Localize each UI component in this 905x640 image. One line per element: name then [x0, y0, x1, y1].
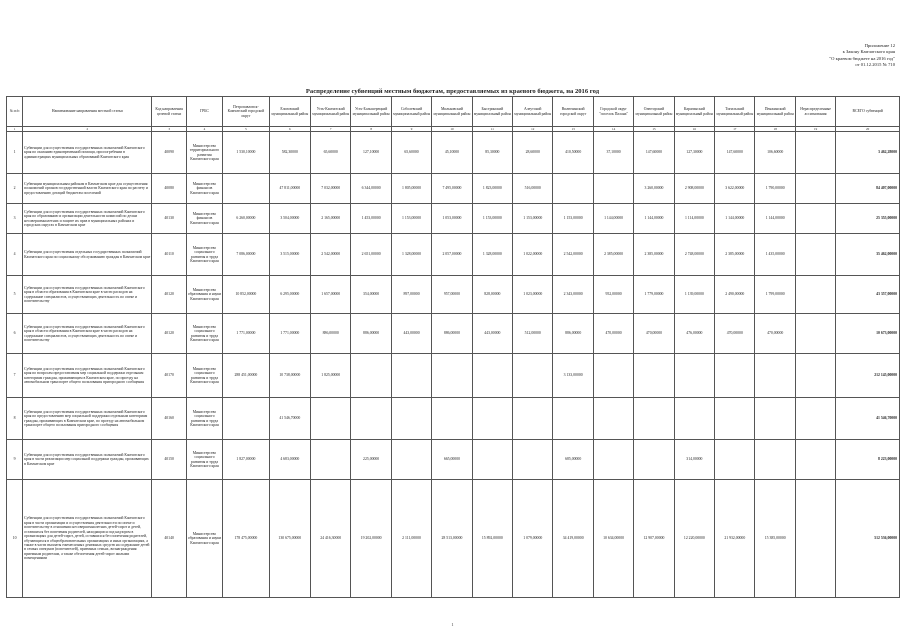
value-cell: 127,30000	[674, 132, 714, 174]
value-cell: 15 385,00000	[755, 480, 795, 598]
column-number: 15	[634, 127, 674, 132]
value-cell: 147,60000	[634, 132, 674, 174]
column-number: 14	[593, 127, 633, 132]
value-cell	[755, 440, 795, 480]
value-cell	[432, 354, 472, 398]
value-cell: 3 515,00000	[269, 234, 310, 276]
column-header: Мильковский муниципальный район	[432, 97, 472, 127]
value-cell	[795, 354, 835, 398]
table-row	[7, 440, 900, 480]
value-cell	[351, 354, 391, 398]
row-total: 212 145,00000	[836, 354, 900, 398]
value-cell: 34 419,00000	[553, 480, 593, 598]
value-cell	[755, 354, 795, 398]
value-cell: 1 153,00000	[472, 204, 512, 234]
value-cell	[472, 354, 512, 398]
value-cell	[715, 440, 755, 480]
value-cell: 147,60000	[715, 132, 755, 174]
value-cell: 7 032,00000	[311, 174, 351, 204]
value-cell: 1 144,00000	[755, 204, 795, 234]
appendix-line: Приложение 12	[864, 43, 895, 48]
value-cell: 1 799,00000	[755, 276, 795, 314]
value-cell: 2 748,00000	[674, 234, 714, 276]
column-header: ВСЕГО субвенций	[836, 97, 900, 127]
row-description: Субвенции для осуществления государственных полномочий Камчатского края по предоставлению мер социальной поддержки отдельным категориям граждан, проживающих в Камчатском крае, по проезду на автомобильном транспорте общего пользования пригородного сообщения	[23, 398, 152, 440]
column-number: 8	[351, 127, 391, 132]
row-grbs: Министерство образования и науки Камчатского края	[186, 480, 222, 598]
value-cell: 470,00000	[634, 314, 674, 354]
column-header: Карагинский муниципальный район	[674, 97, 714, 127]
value-cell: 41 546,70000	[269, 398, 310, 440]
value-cell: 65,60000	[311, 132, 351, 174]
column-number: 17	[715, 127, 755, 132]
column-header: Наименование направления местной статьи	[23, 97, 152, 127]
value-cell: 886,00000	[553, 314, 593, 354]
value-cell: 582,30000	[269, 132, 310, 174]
value-cell: 2 343,00000	[553, 276, 593, 314]
row-number: 1	[7, 132, 23, 174]
row-total: 43 357,00000	[836, 276, 900, 314]
value-cell: 952,00000	[593, 276, 633, 314]
value-cell: 443,00000	[472, 314, 512, 354]
value-cell: 7 086,00000	[223, 234, 269, 276]
row-grbs: Министерство социального развития и труда Камчатского края	[186, 440, 222, 480]
document-title: Распределение субвенций местным бюджетам, предоставляемых из краевого бюджета, на 2016 год	[305, 88, 600, 95]
value-cell: 2 542,00000	[311, 234, 351, 276]
row-grbs: Министерство финансов Камчатского края	[186, 174, 222, 204]
value-cell: 1 530,10000	[223, 132, 269, 174]
column-header: Городской округ "поселок Палана"	[593, 97, 633, 127]
value-cell: 65,60000	[391, 132, 431, 174]
value-cell: 314,00000	[674, 440, 714, 480]
table-row	[7, 234, 900, 276]
value-cell: 28 513,00000	[432, 480, 472, 598]
value-cell	[391, 440, 431, 480]
value-cell: 1 153,00000	[553, 204, 593, 234]
row-code: 40120	[152, 276, 186, 314]
value-cell: 354,00000	[351, 276, 391, 314]
value-cell	[593, 398, 633, 440]
value-cell	[391, 398, 431, 440]
value-cell: 37,10000	[593, 132, 633, 174]
value-cell: 685,00000	[553, 440, 593, 480]
row-code: 40110	[152, 234, 186, 276]
row-number: 9	[7, 440, 23, 480]
value-cell: 957,00000	[432, 276, 472, 314]
value-cell: 1 435,00000	[755, 234, 795, 276]
value-cell	[795, 174, 835, 204]
value-cell: 1 827,00000	[223, 440, 269, 480]
value-cell: 897,00000	[391, 276, 431, 314]
row-number: 4	[7, 234, 23, 276]
value-cell: 1 779,00000	[634, 276, 674, 314]
column-header: Быстринский муниципальный район	[472, 97, 512, 127]
value-cell	[795, 132, 835, 174]
header-row	[7, 97, 900, 127]
column-number: 9	[391, 127, 431, 132]
column-header: Петропавловск-Камчатский городской округ	[223, 97, 269, 127]
column-header: Усть-Большерецкий муниципальный район	[351, 97, 391, 127]
page-number: 1	[451, 622, 454, 627]
value-cell	[513, 354, 553, 398]
value-cell: 1 328,00000	[391, 234, 431, 276]
value-cell: 1 144,00000	[593, 204, 633, 234]
row-description: Субвенции для осуществления государственных полномочий Камчатского края по образованию и организации деятельности комиссий по делам несовершеннолетних и защите их прав в муниципальных районах и городских округах в Камчатском крае	[23, 204, 152, 234]
column-number: 11	[472, 127, 512, 132]
value-cell: 2 385,00000	[715, 234, 755, 276]
value-cell: 470,00000	[593, 314, 633, 354]
column-header: Соболевский муниципальный район	[391, 97, 431, 127]
value-cell: 1 657,00000	[311, 276, 351, 314]
value-cell: 1 771,00000	[223, 314, 269, 354]
value-cell	[795, 234, 835, 276]
value-cell: 828,00000	[472, 276, 512, 314]
table-row	[7, 314, 900, 354]
value-cell: 1 144,00000	[634, 204, 674, 234]
value-cell	[593, 440, 633, 480]
value-cell: 2 651,00000	[351, 234, 391, 276]
row-description: Субвенции для осуществления государственных полномочий Камчатского края по вопросам предоставления мер социальной поддержки отдельным категориям граждан, проживающим в Камчатском крае, по проезду на автомобильном транспорте общего пользования пригородного сообщения	[23, 354, 152, 398]
value-cell	[593, 174, 633, 204]
value-cell	[223, 398, 269, 440]
value-cell	[634, 354, 674, 398]
row-description: Субвенции для осуществления государственных полномочий Камчатского края в области образования в Камчатском крае в части расходов на содержание специалистов, осуществляющих деятельность по опеке и попечительству	[23, 276, 152, 314]
column-number: 1	[7, 127, 23, 132]
value-cell: 21 932,00000	[715, 480, 755, 598]
value-cell: 3 133,00000	[553, 354, 593, 398]
column-number: 5	[223, 127, 269, 132]
value-cell: 6 260,00000	[223, 204, 269, 234]
appendix-line: "О краевом бюджете на 2016 год"	[829, 55, 895, 61]
value-cell	[795, 480, 835, 598]
column-number: 4	[186, 127, 222, 132]
value-cell: 1 053,00000	[432, 204, 472, 234]
column-number: 20	[836, 127, 900, 132]
value-cell: 2 165,00000	[311, 204, 351, 234]
column-number: 16	[674, 127, 714, 132]
column-number: 3	[152, 127, 186, 132]
value-cell: 1 771,00000	[269, 314, 310, 354]
row-code: 40120	[152, 314, 186, 354]
value-cell: 225,00000	[351, 440, 391, 480]
value-cell: 47 811,00000	[269, 174, 310, 204]
value-cell: 886,00000	[311, 314, 351, 354]
value-cell: 2 385,00000	[634, 234, 674, 276]
row-number: 10	[7, 480, 23, 598]
value-cell: 106,60000	[755, 132, 795, 174]
column-number: 19	[795, 127, 835, 132]
column-header: Усть-Камчатский муниципальный район	[311, 97, 351, 127]
column-number: 7	[311, 127, 351, 132]
value-cell	[795, 276, 835, 314]
value-cell	[311, 440, 351, 480]
value-cell	[223, 174, 269, 204]
value-cell	[553, 174, 593, 204]
row-code: 40170	[152, 354, 186, 398]
column-header: Тигильский муниципальный район	[715, 97, 755, 127]
value-cell	[795, 314, 835, 354]
value-cell	[553, 398, 593, 440]
column-header: ГРБС	[186, 97, 222, 127]
value-cell: 1 153,00000	[391, 204, 431, 234]
value-cell: 1 805,00000	[391, 174, 431, 204]
table-row	[7, 276, 900, 314]
column-header: Олюторский муниципальный район	[634, 97, 674, 127]
row-total: 25 355,00000	[836, 204, 900, 234]
value-cell	[391, 354, 431, 398]
value-cell	[432, 398, 472, 440]
value-cell: 516,00000	[513, 174, 553, 204]
appendix-block	[829, 43, 895, 69]
value-cell: 3 622,00000	[715, 174, 755, 204]
row-code: 40160	[152, 398, 186, 440]
value-cell: 19 202,00000	[351, 480, 391, 598]
row-grbs: Министерство территориального развития Камчатского края	[186, 132, 222, 174]
value-cell: 12 220,00000	[674, 480, 714, 598]
column-header: № п/п	[7, 97, 23, 127]
value-cell: 1 079,00000	[513, 480, 553, 598]
value-cell: 288 451,00000	[223, 354, 269, 398]
value-cell: 2 385,00000	[593, 234, 633, 276]
value-cell: 2 490,00000	[715, 276, 755, 314]
value-cell: 1 139,00000	[674, 276, 714, 314]
value-cell: 443,00000	[391, 314, 431, 354]
value-cell: 1 023,00000	[513, 276, 553, 314]
value-cell: 45,10000	[432, 132, 472, 174]
value-cell	[351, 398, 391, 440]
column-header: Пенжинский муниципальный район	[755, 97, 795, 127]
column-number: 12	[513, 127, 553, 132]
value-cell: 1 790,00000	[755, 174, 795, 204]
value-cell	[674, 354, 714, 398]
row-number: 6	[7, 314, 23, 354]
column-header: Алеутский муниципальный район	[513, 97, 553, 127]
value-cell: 7 495,00000	[432, 174, 472, 204]
value-cell	[513, 398, 553, 440]
column-number: 6	[269, 127, 310, 132]
value-cell: 1 453,00000	[351, 204, 391, 234]
row-total: 3 462,28000	[836, 132, 900, 174]
value-cell	[472, 398, 512, 440]
value-cell: 24 416,30000	[311, 480, 351, 598]
value-cell: 476,00000	[674, 314, 714, 354]
value-cell: 410,50000	[553, 132, 593, 174]
value-cell: 10 738,00000	[269, 354, 310, 398]
value-cell: 470,00000	[755, 314, 795, 354]
value-cell	[472, 440, 512, 480]
row-description: Субвенции для осуществления государственных полномочий Камчатского края в части реализации мер социальной поддержки граждан, проживающих в Камчатском крае	[23, 440, 152, 480]
value-cell: 2 542,00000	[553, 234, 593, 276]
column-number: 2	[23, 127, 152, 132]
value-cell: 886,00000	[432, 314, 472, 354]
value-cell: 2 908,00000	[674, 174, 714, 204]
value-cell: 1 825,00000	[311, 354, 351, 398]
value-cell	[715, 354, 755, 398]
value-cell: 665,00000	[432, 440, 472, 480]
table-row	[7, 354, 900, 398]
value-cell: 85,30000	[472, 132, 512, 174]
value-cell	[513, 440, 553, 480]
value-cell: 1 022,00000	[513, 234, 553, 276]
value-cell: 1 144,00000	[715, 204, 755, 234]
column-header: Нераспределенные ассигнования	[795, 97, 835, 127]
value-cell	[795, 398, 835, 440]
value-cell: 1 823,00000	[472, 174, 512, 204]
table-row	[7, 480, 900, 598]
value-cell: 130 675,00000	[269, 480, 310, 598]
table-row	[7, 174, 900, 204]
value-cell	[715, 398, 755, 440]
column-header: Вилючинский городской округ	[553, 97, 593, 127]
value-cell	[795, 204, 835, 234]
table-row	[7, 132, 900, 174]
value-cell: 470,00000	[715, 314, 755, 354]
row-total: 84 407,00000	[836, 174, 900, 204]
column-number: 10	[432, 127, 472, 132]
row-total: 41 546,70000	[836, 398, 900, 440]
row-description: Субвенции для осуществления государственных полномочий Камчатского края в области образования в Камчатском крае в части расходов на содержание специалистов, осуществляющих деятельность по опеке и попечительству	[23, 314, 152, 354]
row-description: Субвенции для осуществления государственных полномочий Камчатского края в части организации и осуществления деятельности по опеке и попечительству в отношении несовершеннолетних детей-сирот и детей, оставшихся без попечения родителей, находящихся под надзором в организациях для детей-сирот, детей, оставшихся без попечения родителей, обучающихся в общеобразовательных организациях и иных организациях, а также в части выплаты ежемесячных денежных средств на содержание детей в семьях опекунов (попечителей), приемных семьях, вознаграждения приемным родителям, а также обеспечения детей-сирот жилыми помещениями	[23, 480, 152, 598]
value-cell: 2 057,00000	[432, 234, 472, 276]
row-grbs: Министерство образования и науки Камчатского края	[186, 276, 222, 314]
row-total: 10 673,00000	[836, 314, 900, 354]
appendix-line: от 01.12.2015 № 710	[855, 62, 895, 68]
row-total: 8 223,00000	[836, 440, 900, 480]
value-cell: 10 634,00000	[593, 480, 633, 598]
row-code: 40090	[152, 132, 186, 174]
row-grbs: Министерство социального развития и труда Камчатского края	[186, 398, 222, 440]
value-cell	[795, 440, 835, 480]
row-number: 8	[7, 398, 23, 440]
value-cell: 4 683,00000	[269, 440, 310, 480]
row-number: 3	[7, 204, 23, 234]
table-row	[7, 398, 900, 440]
value-cell: 10 852,00000	[223, 276, 269, 314]
value-cell: 1 328,00000	[472, 234, 512, 276]
value-cell: 15 892,00000	[472, 480, 512, 598]
row-description: Субвенции муниципальным районам в Камчатском крае для осуществления полномочий органов государственной власти Камчатского края по расчету и предоставлению дотаций бюджетам поселений	[23, 174, 152, 204]
column-header: Код направления целевой статьи	[152, 97, 186, 127]
value-cell: 28,60000	[513, 132, 553, 174]
row-grbs: Министерство социального развития и труда Камчатского края	[186, 354, 222, 398]
row-code: 40150	[152, 440, 186, 480]
row-code: 40140	[152, 480, 186, 598]
value-cell: 127,10000	[351, 132, 391, 174]
value-cell: 886,00000	[351, 314, 391, 354]
row-grbs: Министерство финансов Камчатского края	[186, 204, 222, 234]
value-cell	[311, 398, 351, 440]
value-cell: 6 295,00000	[269, 276, 310, 314]
row-grbs: Министерство социального развития и труда Камчатского края	[186, 234, 222, 276]
table-row	[7, 204, 900, 234]
row-code: 40130	[152, 204, 186, 234]
row-description: Субвенции для осуществления государственных полномочий Камчатского края по оказанию единовременной помощи, при погребении в администрациях муниципальных образований Камчатского края	[23, 132, 152, 174]
value-cell: 178 475,00000	[223, 480, 269, 598]
row-code: 40080	[152, 174, 186, 204]
row-number: 7	[7, 354, 23, 398]
value-cell	[634, 398, 674, 440]
value-cell: 6 344,00000	[351, 174, 391, 204]
row-number: 2	[7, 174, 23, 204]
subsidy-table	[6, 96, 900, 598]
appendix-line: к Закону Камчатского края	[842, 49, 895, 55]
value-cell	[634, 440, 674, 480]
value-cell	[674, 398, 714, 440]
value-cell: 3 504,00000	[269, 204, 310, 234]
value-cell	[593, 354, 633, 398]
column-header: Елизовский муниципальный район	[269, 97, 310, 127]
value-cell: 1 114,00000	[674, 204, 714, 234]
row-number: 5	[7, 276, 23, 314]
value-cell: 12 907,00000	[634, 480, 674, 598]
table-body	[7, 132, 900, 598]
value-cell: 3 260,00000	[634, 174, 674, 204]
row-total: 35 462,00000	[836, 234, 900, 276]
value-cell: 512,00000	[513, 314, 553, 354]
row-total: 512 536,00000	[836, 480, 900, 598]
value-cell: 2 111,00000	[391, 480, 431, 598]
column-number: 13	[553, 127, 593, 132]
value-cell: 1 153,00000	[513, 204, 553, 234]
value-cell	[755, 398, 795, 440]
column-number: 18	[755, 127, 795, 132]
row-description: Субвенции для осуществления отдельных государственных полномочий Камчатского края по социальному обслуживанию граждан в Камчатском крае	[23, 234, 152, 276]
row-grbs: Министерство социального развития и труда Камчатского края	[186, 314, 222, 354]
